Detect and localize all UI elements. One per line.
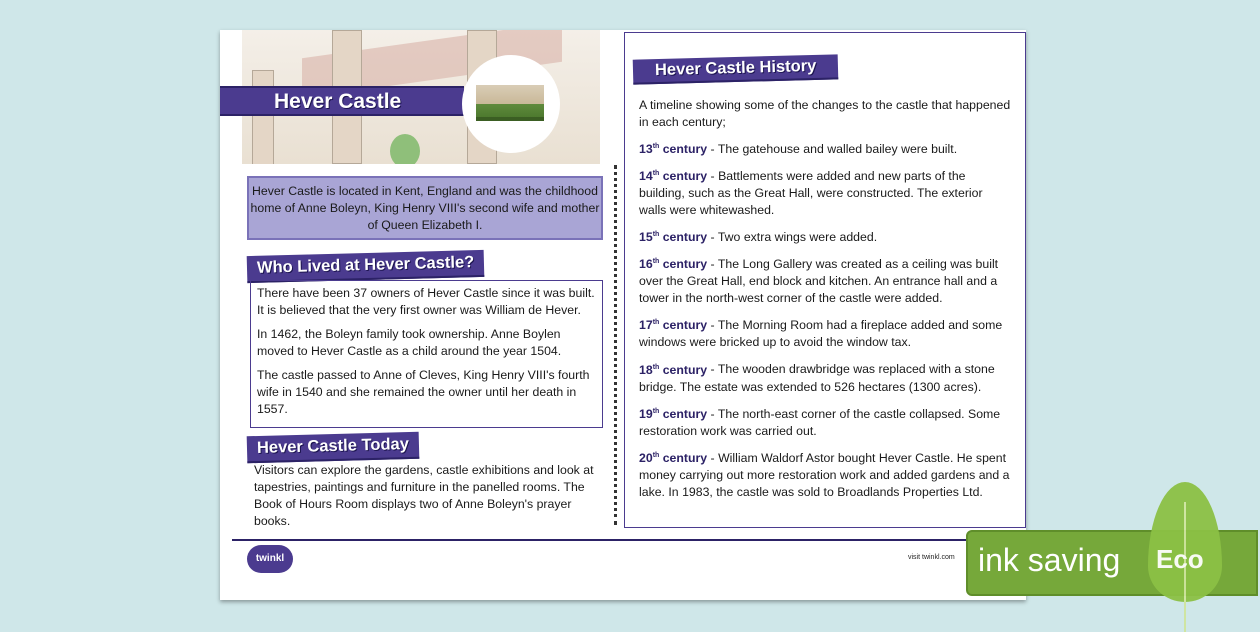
column-divider (614, 165, 617, 525)
century-label: 19th century (639, 406, 708, 421)
ink-saving-label: ink saving (978, 542, 1121, 578)
paragraph: In 1462, the Boleyn family took ownership. Anne Boylen moved to Hever Castle as a child around the year 1504. (257, 327, 562, 358)
twinkl-logo[interactable]: twinkl (247, 545, 293, 573)
timeline-entry: 15th century - Two extra wings were added. (639, 230, 878, 245)
castle-photo (462, 55, 560, 153)
timeline-entry: 18th century - The wooden drawbridge was replaced with a stone bridge. The estate was extended to 526 hectares (1300 acres). (639, 362, 995, 394)
who-lived-heading: Who Lived at Hever Castle? (247, 250, 485, 283)
century-label: 16th century (639, 257, 708, 272)
history-box (624, 32, 1026, 528)
century-label: 13th century (639, 142, 708, 157)
history-intro: A timeline showing some of the changes to the castle that happened in each century; (639, 98, 1011, 129)
page-title: Hever Castle (274, 90, 402, 113)
timeline-entry: 13th century - The gatehouse and walled bailey were built. (639, 142, 958, 157)
leaf-icon (1148, 482, 1222, 602)
timeline-entry: 19th century - The north-east corner of the castle collapsed. Some restoration work was carried out. (639, 406, 1001, 438)
timeline-entry: 17th century - The Morning Room had a fireplace added and some windows were bricked up to avoid the window tax. (639, 318, 1003, 350)
footer-divider (232, 539, 1008, 541)
history-heading: Hever Castle History (633, 54, 839, 84)
title-banner (220, 86, 464, 116)
century-label: 17th century (639, 318, 708, 333)
who-lived-box (250, 280, 603, 428)
century-label: 20th century (639, 450, 708, 465)
worksheet-page (220, 30, 1026, 600)
century-label: 15th century (639, 230, 708, 245)
century-label: 18th century (639, 362, 708, 377)
timeline-entry: 20th century - William Waldorf Astor bought Hever Castle. He spent money carrying out more restoration work and added gardens and a lake. In 1983, the castle was sold to Broadlands Properties Ltd. (639, 450, 1010, 499)
today-heading: Hever Castle Today (247, 432, 420, 463)
paragraph: The castle passed to Anne of Cleves, King Henry VIII's fourth wife in 1540 and she remained the owner until her death in 1557. (257, 368, 590, 416)
century-label: 14th century (639, 169, 708, 184)
paragraph: There have been 37 owners of Hever Castle since it was built. It is believed that the very first owner was William de Hever. (257, 286, 595, 317)
eco-label: Eco (1156, 544, 1204, 574)
timeline-entry: 16th century - The Long Gallery was created as a ceiling was built over the Great Hall, end block and kitchen. An entrance hall and a tower in the north-west corner of the castle were added. (639, 257, 999, 306)
visit-link[interactable]: visit twinkl.com (908, 554, 955, 561)
today-text: Visitors can explore the gardens, castle exhibitions and look at tapestries, paintings and furniture in the panelled rooms. The Book of Hours Room displays two of Anne Boleyn's prayer books. (254, 463, 594, 528)
intro-box: Hever Castle is located in Kent, England and was the childhood home of Anne Boleyn, King Henry VIII's second wife and mother of Queen Elizabeth I. (247, 176, 603, 240)
timeline-entry: 14th century - Battlements were added and new parts of the building, such as the Great Hall, were constructed. The exterior walls were whitewashed. (639, 169, 983, 218)
